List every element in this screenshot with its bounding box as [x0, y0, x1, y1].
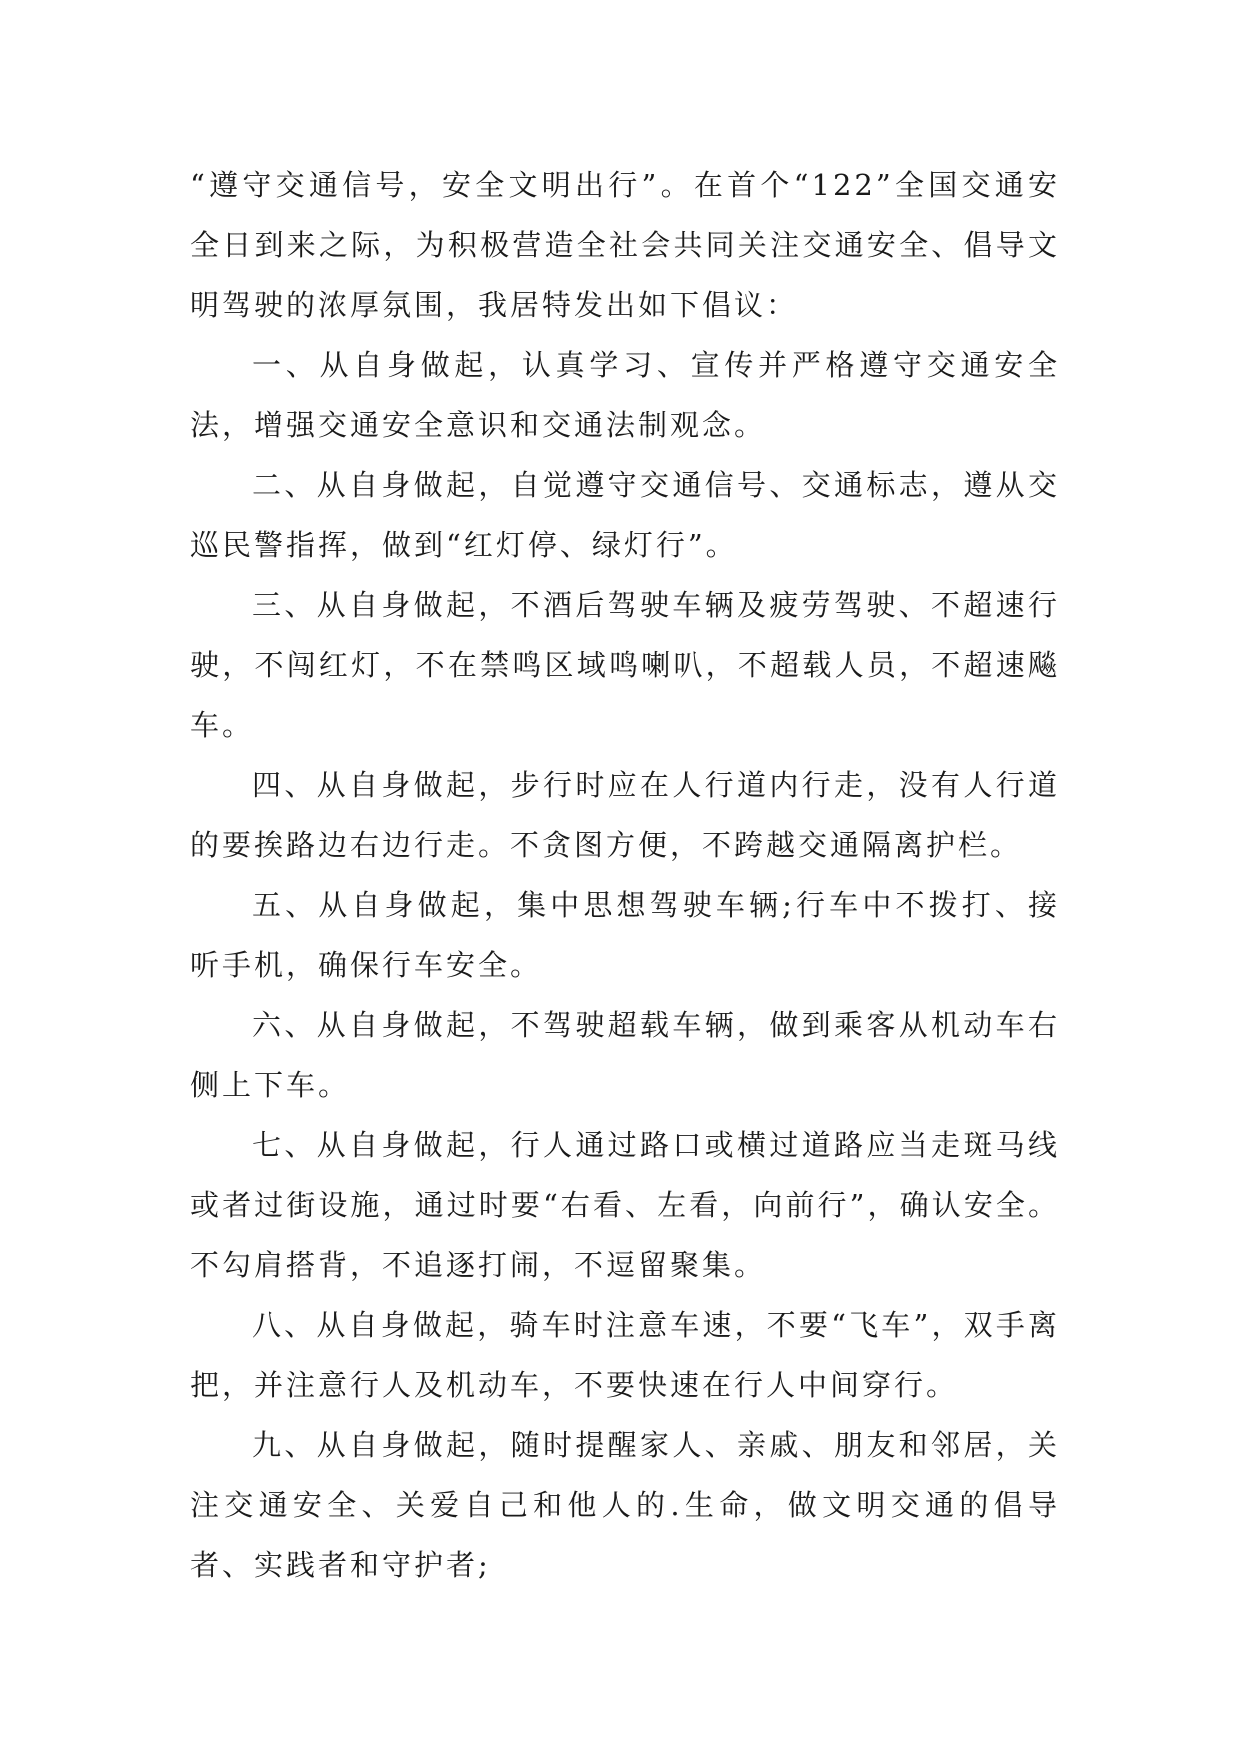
proposal-item-2: 二、从自身做起，自觉遵守交通信号、交通标志，遵从交巡民警指挥，做到“红灯停、绿灯行”。: [190, 468, 1060, 562]
document-body: [190, 155, 1060, 1595]
proposal-item-7: 七、从自身做起，行人通过路口或横过道路应当走斑马线或者过街设施，通过时要“右看、左看，向前行”，确认安全。不勾肩搭背，不追逐打闹，不逗留聚集。: [190, 1128, 1060, 1282]
proposal-item-5: 五、从自身做起，集中思想驾驶车辆;行车中不拨打、接听手机，确保行车安全。: [190, 888, 1060, 982]
proposal-item-6: 六、从自身做起，不驾驶超载车辆，做到乘客从机动车右侧上下车。: [190, 1008, 1060, 1102]
proposal-item-4: 四、从自身做起，步行时应在人行道内行走，没有人行道的要挨路边右边行走。不贪图方便，不跨越交通隔离护栏。: [190, 768, 1060, 862]
proposal-item-3: 三、从自身做起，不酒后驾驶车辆及疲劳驾驶、不超速行驶，不闯红灯，不在禁鸣区域鸣喇叭，不超载人员，不超速飚车。: [190, 588, 1060, 742]
proposal-item-1: 一、从自身做起，认真学习、宣传并严格遵守交通安全法，增强交通安全意识和交通法制观念。: [190, 348, 1060, 442]
proposal-item-8: 八、从自身做起，骑车时注意车速，不要“飞车”，双手离把，并注意行人及机动车，不要快速在行人中间穿行。: [190, 1308, 1060, 1402]
intro-paragraph: “遵守交通信号，安全文明出行”。在首个“122”全国交通安全日到来之际，为积极营造全社会共同关注交通安全、倡导文明驾驶的浓厚氛围，我居特发出如下倡议：: [190, 168, 1060, 322]
proposal-item-9: 九、从自身做起，随时提醒家人、亲戚、朋友和邻居，关注交通安全、关爱自己和他人的.生命，做文明交通的倡导者、实践者和守护者;: [190, 1428, 1060, 1582]
